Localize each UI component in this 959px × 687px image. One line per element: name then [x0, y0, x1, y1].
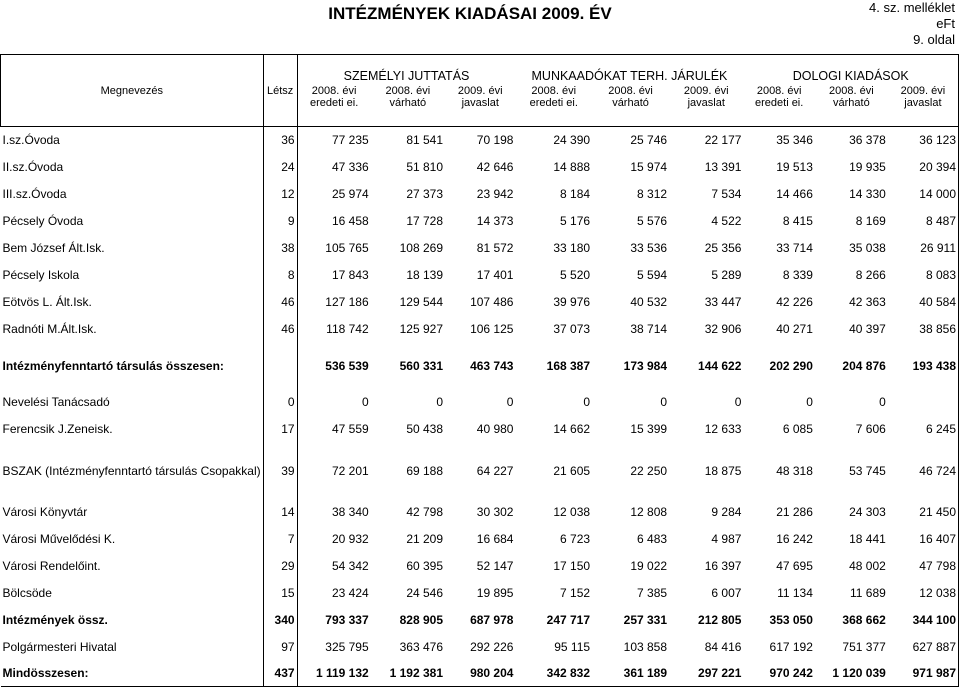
- table-row: [1, 634, 959, 661]
- page-label: 9. oldal: [913, 32, 955, 47]
- cell-value: 125 927: [399, 322, 444, 336]
- subheader-line: 2009. évi: [683, 84, 729, 97]
- cell-value: 751 377: [842, 640, 886, 654]
- cell-value: 560 331: [399, 358, 444, 373]
- expenditure-table: [0, 54, 959, 687]
- cell-value: 16 242: [776, 532, 813, 546]
- cell-value: 47 798: [888, 553, 959, 580]
- cell-value: 40 397: [849, 322, 886, 336]
- subheader-line: eredeti ei.: [309, 96, 359, 109]
- page-title: INTÉZMÉNYEK KIADÁSAI 2009. ÉV: [328, 4, 612, 23]
- cell-value: 27 373: [406, 187, 444, 201]
- cell-value: 18 139: [406, 268, 444, 282]
- cell-value: 46 724: [888, 443, 959, 499]
- cell-value: 368 662: [842, 613, 886, 627]
- subheader-line: 2008. évi: [756, 84, 802, 97]
- cell-value: 12 038: [553, 505, 591, 519]
- cell-value: 247 717: [546, 613, 591, 627]
- cell-value: 7 152: [560, 586, 591, 600]
- cell-value: 15 399: [630, 422, 668, 436]
- cell-value: 95 115: [554, 640, 591, 654]
- cell-value: 8 339: [782, 268, 813, 282]
- cell-value: 8 083: [888, 262, 959, 289]
- cell-value: 7 385: [637, 586, 668, 600]
- subheader-line: javaslat: [461, 96, 499, 109]
- cell-value: 8 266: [855, 268, 886, 282]
- cell-value: 9 284: [711, 505, 742, 519]
- cell-value: 25 746: [630, 133, 668, 148]
- table-row: [1, 127, 959, 154]
- row-staff: 12: [263, 181, 297, 208]
- header-material: DOLOGI KIADÁSOK: [743, 55, 958, 83]
- cell-value: 108 269: [399, 241, 444, 255]
- header-employer: MUNKAADÓKAT TERH. JÁRULÉK: [515, 55, 743, 83]
- subheader-line: 2009. évi: [457, 84, 503, 97]
- cell-value: 129 544: [399, 295, 444, 309]
- cell-value: 793 337: [325, 613, 369, 627]
- cell-value: 1 120 039: [815, 661, 888, 687]
- cell-value: 81 541: [406, 133, 444, 148]
- cell-value: 204 876: [842, 358, 886, 373]
- row-name: II.sz.Óvoda: [2, 160, 64, 174]
- cell-value: 39 976: [553, 295, 591, 309]
- cell-value: 21 450: [888, 499, 959, 526]
- subheader-line: eredeti ei.: [755, 96, 804, 109]
- subheader-4: [592, 83, 669, 127]
- subheader-6: [743, 83, 814, 127]
- cell-value: 35 346: [776, 133, 813, 148]
- cell-value: 8 312: [637, 187, 668, 201]
- table-row: [1, 181, 959, 208]
- cell-value: 828 905: [399, 613, 444, 627]
- cell-value: 81 572: [476, 241, 514, 255]
- row-staff: 38: [263, 235, 297, 262]
- cell-value: 42 363: [849, 295, 886, 309]
- subheader-5: [669, 83, 743, 127]
- cell-value: 8 487: [888, 208, 959, 235]
- subheader-line: eredeti ei.: [529, 96, 578, 109]
- cell-value: 0: [583, 395, 591, 409]
- row-name: Pécsely Óvoda: [2, 214, 84, 228]
- cell-value: 18 441: [849, 532, 886, 546]
- cell-value: 17 843: [331, 268, 369, 282]
- cell-value: 173 984: [623, 358, 668, 373]
- subheader-0: [297, 83, 371, 127]
- cell-value: 202 290: [769, 358, 813, 373]
- cell-value: 361 189: [592, 661, 669, 687]
- cell-value: 19 935: [849, 160, 886, 174]
- cell-value: 106 125: [470, 322, 514, 336]
- cell-value: 18 875: [704, 463, 742, 478]
- cell-value: 19 513: [776, 160, 813, 174]
- cell-value: 19 895: [476, 586, 514, 600]
- cell-value: 1 192 381: [371, 661, 445, 687]
- cell-value: 353 050: [769, 613, 813, 627]
- row-staff: 36: [263, 127, 297, 154]
- subheader-line: 2009. évi: [900, 84, 946, 97]
- cell-value: 20 394: [888, 154, 959, 181]
- row-staff: 46: [263, 289, 297, 316]
- cell-value: 970 242: [743, 661, 814, 687]
- cell-value: 30 302: [476, 505, 514, 519]
- table-row: [1, 154, 959, 181]
- cell-value: 54 342: [331, 559, 369, 573]
- cell-value: 107 486: [470, 295, 514, 309]
- cell-value: 36 123: [888, 127, 959, 154]
- cell-value: 103 858: [623, 640, 668, 654]
- row-staff: [263, 343, 297, 389]
- cell-value: 4 522: [711, 214, 742, 228]
- cell-value: 297 221: [669, 661, 743, 687]
- cell-value: 193 438: [888, 343, 959, 389]
- cell-value: 13 391: [704, 160, 742, 174]
- cell-value: 617 192: [769, 640, 813, 654]
- cell-value: 26 911: [888, 235, 959, 262]
- cell-value: 14 888: [553, 160, 591, 174]
- cell-value: 344 100: [888, 607, 959, 634]
- row-staff: 15: [263, 580, 297, 607]
- row-staff: 437: [263, 661, 297, 687]
- cell-value: 25 356: [704, 241, 742, 255]
- cell-value: 38 714: [630, 322, 668, 336]
- header-letszam: Létsz: [263, 55, 297, 127]
- cell-value: 0: [361, 395, 369, 409]
- row-name: Mindösszesen:: [1, 661, 264, 687]
- row-name: BSZAK (Intézményfenntartó társulás Csopakkal): [2, 463, 261, 478]
- cell-value: 12 038: [888, 580, 959, 607]
- cell-value: 971 987: [888, 661, 959, 687]
- cell-value: 168 387: [546, 358, 591, 373]
- table-row: [1, 526, 959, 553]
- subheader-line: 2008. évi: [531, 84, 577, 97]
- table-row: [1, 499, 959, 526]
- cell-value: 16 397: [704, 559, 742, 573]
- cell-value: 52 147: [476, 559, 514, 573]
- cell-value: 22 250: [630, 463, 668, 478]
- cell-value: 42 646: [476, 160, 514, 174]
- cell-value: 60 395: [406, 559, 444, 573]
- cell-value: 14 330: [849, 187, 886, 201]
- cell-value: 23 942: [476, 187, 514, 201]
- cell-value: 23 424: [331, 586, 369, 600]
- cell-value: 24 390: [553, 133, 591, 148]
- row-staff: 340: [263, 607, 297, 634]
- unit-label: eFt: [936, 16, 955, 31]
- cell-value: 51 810: [406, 160, 444, 174]
- header-megnevezes: Megnevezés: [1, 55, 264, 127]
- row-name: Bem József Ált.Isk.: [2, 241, 105, 255]
- cell-value: 14 373: [476, 214, 514, 228]
- cell-value: [888, 389, 959, 416]
- row-staff: 24: [263, 154, 297, 181]
- cell-value: 38 340: [331, 505, 369, 519]
- cell-value: 5 176: [560, 214, 591, 228]
- cell-value: 17 401: [476, 268, 514, 282]
- subheader-line: javaslat: [904, 96, 942, 109]
- header-personal: SZEMÉLYI JUTTATÁS: [297, 55, 515, 83]
- table-row: [1, 607, 959, 634]
- row-staff: 46: [263, 316, 297, 343]
- cell-value: 37 073: [553, 322, 591, 336]
- cell-value: 21 286: [776, 505, 813, 519]
- cell-value: 33 447: [704, 295, 742, 309]
- table-row: [1, 443, 959, 499]
- cell-value: 325 795: [325, 640, 369, 654]
- cell-value: 0: [806, 395, 813, 409]
- row-name: Ferencsik J.Zeneisk.: [2, 422, 113, 436]
- cell-value: 42 798: [406, 505, 444, 519]
- cell-value: 16 458: [331, 214, 369, 228]
- table-row: [1, 416, 959, 443]
- cell-value: 35 038: [849, 241, 886, 255]
- table-row: [1, 343, 959, 389]
- table-row: [1, 235, 959, 262]
- row-name: Pécsely Iskola: [2, 268, 80, 282]
- subheader-line: várható: [833, 96, 870, 109]
- cell-value: 7 606: [855, 422, 886, 436]
- table-row: [1, 389, 959, 416]
- row-name: Intézményfenntartó társulás összesen:: [2, 358, 224, 373]
- cell-value: 16 684: [476, 532, 514, 546]
- cell-value: 5 576: [637, 214, 668, 228]
- cell-value: 144 622: [698, 358, 742, 373]
- cell-value: 118 742: [326, 322, 369, 336]
- cell-value: 72 201: [331, 463, 369, 478]
- cell-value: 47 695: [776, 559, 813, 573]
- cell-value: 292 226: [470, 640, 514, 654]
- cell-value: 36 378: [849, 133, 886, 148]
- cell-value: 5 289: [711, 268, 742, 282]
- subheader-line: 2008. évi: [608, 84, 653, 97]
- cell-value: 627 887: [888, 634, 959, 661]
- row-name: I.sz.Óvoda: [2, 133, 60, 148]
- cell-value: 363 476: [399, 640, 444, 654]
- cell-value: 12 633: [704, 422, 742, 436]
- cell-value: 21 605: [553, 463, 591, 478]
- cell-value: 17 150: [553, 559, 591, 573]
- cell-value: 4 987: [711, 532, 742, 546]
- cell-value: 64 227: [476, 463, 514, 478]
- cell-value: 48 318: [776, 463, 813, 478]
- cell-value: 1 119 132: [297, 661, 371, 687]
- cell-value: 105 765: [325, 241, 369, 255]
- subheader-line: várható: [389, 96, 427, 109]
- row-name: Intézmények össz.: [2, 613, 108, 627]
- cell-value: 0: [879, 395, 886, 409]
- cell-value: 6 483: [637, 532, 668, 546]
- cell-value: 40 584: [888, 289, 959, 316]
- cell-value: 8 415: [782, 214, 813, 228]
- cell-value: 42 226: [776, 295, 813, 309]
- cell-value: 0: [436, 395, 444, 409]
- cell-value: 48 002: [849, 559, 886, 573]
- cell-value: 11 689: [850, 586, 886, 600]
- cell-value: 32 906: [704, 322, 742, 336]
- row-staff: 9: [263, 208, 297, 235]
- subheader-7: [815, 83, 888, 127]
- table-row: [1, 580, 959, 607]
- cell-value: 19 022: [630, 559, 668, 573]
- cell-value: 14 662: [553, 422, 591, 436]
- cell-value: 53 745: [849, 463, 886, 478]
- cell-value: 6 085: [782, 422, 813, 436]
- cell-value: 20 932: [331, 532, 369, 546]
- cell-value: 127 186: [325, 295, 369, 309]
- cell-value: 8 169: [855, 214, 886, 228]
- table-row: [1, 661, 959, 687]
- cell-value: 0: [734, 395, 742, 409]
- row-name: Városi Rendelőint.: [2, 559, 101, 573]
- cell-value: 50 438: [406, 422, 444, 436]
- table-row: [1, 208, 959, 235]
- cell-value: 69 188: [406, 463, 444, 478]
- cell-value: 40 980: [476, 422, 514, 436]
- cell-value: 11 134: [777, 586, 813, 600]
- cell-value: 21 209: [406, 532, 444, 546]
- cell-value: 980 204: [445, 661, 515, 687]
- cell-value: 463 743: [470, 358, 514, 373]
- row-staff: 17: [263, 416, 297, 443]
- annex-label: 4. sz. melléklet: [869, 0, 955, 15]
- cell-value: 22 177: [704, 133, 742, 148]
- subheader-1: [371, 83, 445, 127]
- subheader-3: [515, 83, 592, 127]
- table-row: [1, 289, 959, 316]
- row-name: Bölcsöde: [2, 586, 52, 600]
- cell-value: 536 539: [325, 358, 369, 373]
- cell-value: 15 974: [630, 160, 668, 174]
- cell-value: 33 714: [776, 241, 813, 255]
- cell-value: 7 534: [711, 187, 742, 201]
- cell-value: 84 416: [704, 640, 742, 654]
- row-staff: 7: [263, 526, 297, 553]
- cell-value: 24 546: [406, 586, 444, 600]
- cell-value: 12 808: [630, 505, 668, 519]
- annex-info: [869, 0, 955, 48]
- row-staff: 14: [263, 499, 297, 526]
- cell-value: 687 978: [470, 613, 514, 627]
- cell-value: 342 832: [515, 661, 592, 687]
- subheader-line: 2008. évi: [385, 84, 431, 97]
- subheader-2: [445, 83, 515, 127]
- cell-value: 6 245: [888, 416, 959, 443]
- cell-value: 38 856: [888, 316, 959, 343]
- row-name: Városi Könyvtár: [2, 505, 88, 519]
- cell-value: 24 303: [849, 505, 886, 519]
- row-staff: 8: [263, 262, 297, 289]
- cell-value: 5 520: [560, 268, 591, 282]
- cell-value: 33 536: [630, 241, 668, 255]
- cell-value: 6 723: [560, 532, 591, 546]
- table-row: [1, 553, 959, 580]
- cell-value: 6 007: [711, 586, 742, 600]
- cell-value: 212 805: [698, 613, 742, 627]
- cell-value: 25 974: [331, 187, 369, 201]
- row-name: III.sz.Óvoda: [2, 187, 67, 201]
- subheader-line: javaslat: [687, 96, 725, 109]
- row-staff: 39: [263, 443, 297, 499]
- cell-value: 17 728: [406, 214, 444, 228]
- cell-value: 47 559: [331, 422, 369, 436]
- subheader-line: 2008. évi: [311, 84, 357, 97]
- row-name: Nevelési Tanácsadó: [2, 395, 110, 409]
- row-name: Városi Művelődési K.: [2, 532, 116, 546]
- cell-value: 70 198: [476, 133, 514, 148]
- cell-value: 8 184: [560, 187, 591, 201]
- row-name: Eötvös L. Ált.Isk.: [2, 295, 92, 309]
- row-name: Radnóti M.Ált.Isk.: [2, 322, 97, 336]
- cell-value: 16 407: [888, 526, 959, 553]
- table-row: [1, 262, 959, 289]
- cell-value: 40 532: [630, 295, 668, 309]
- cell-value: 257 331: [623, 613, 668, 627]
- cell-value: 0: [660, 395, 668, 409]
- cell-value: 77 235: [331, 133, 369, 148]
- cell-value: 14 466: [776, 187, 813, 201]
- subheader-line: várható: [612, 96, 649, 109]
- row-staff: 29: [263, 553, 297, 580]
- row-staff: 97: [263, 634, 297, 661]
- subheader-line: 2008. évi: [829, 84, 874, 97]
- cell-value: 40 271: [776, 322, 813, 336]
- cell-value: 5 594: [637, 268, 668, 282]
- row-staff: 0: [263, 389, 297, 416]
- table-row: [1, 316, 959, 343]
- cell-value: 47 336: [331, 160, 369, 174]
- cell-value: 0: [506, 395, 514, 409]
- cell-value: 14 000: [888, 181, 959, 208]
- row-name: Polgármesteri Hivatal: [2, 640, 117, 654]
- cell-value: 33 180: [553, 241, 591, 255]
- subheader-8: [888, 83, 959, 127]
